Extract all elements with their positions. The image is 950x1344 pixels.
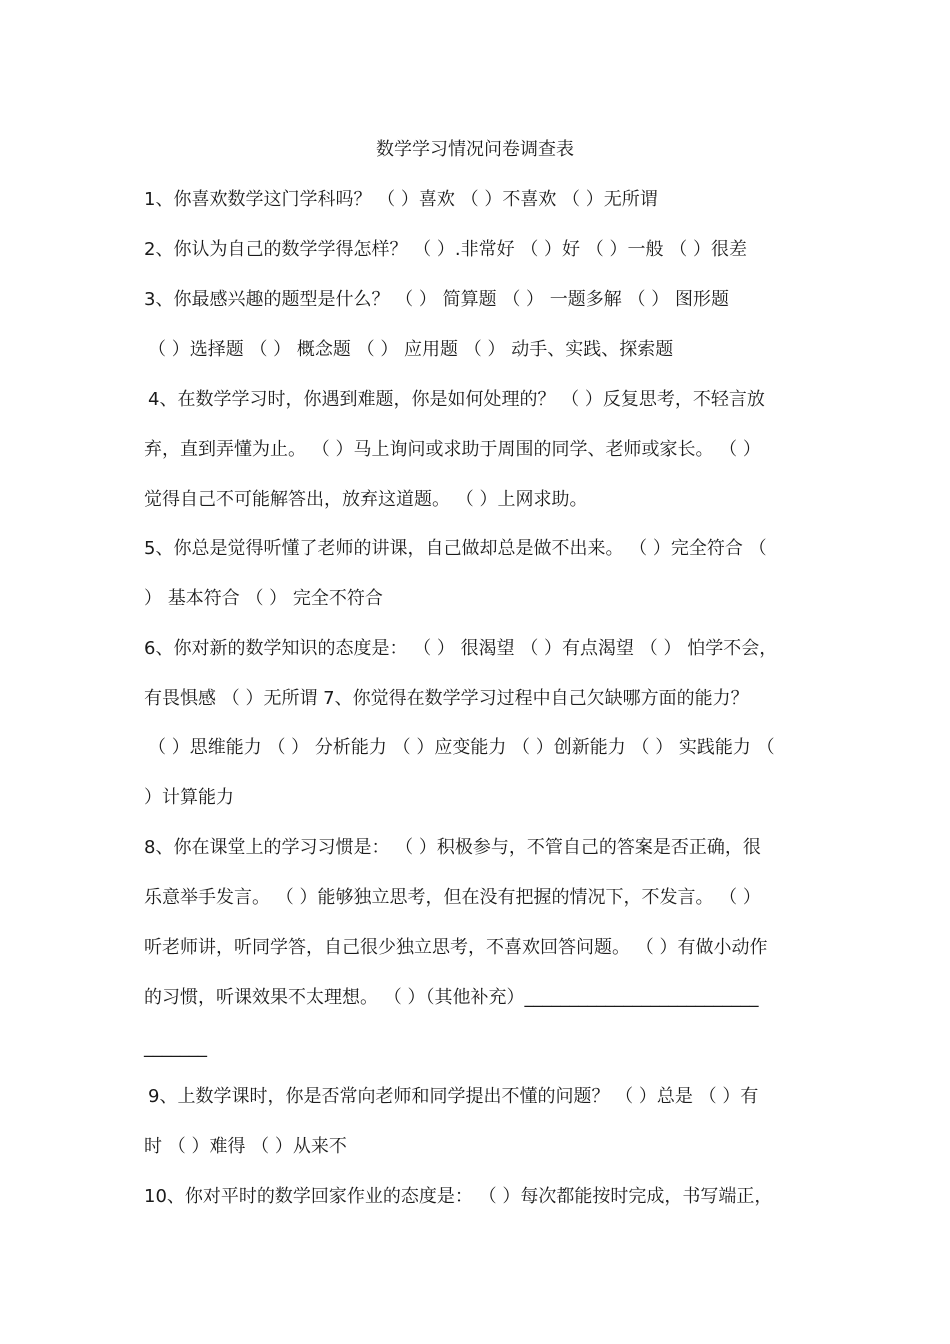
question-line: 4、在数学学习时，你遇到难题，你是如何处理的？ （ ）反复思考，不轻言放 bbox=[148, 389, 765, 410]
question-line: （ ）思维能力 （ ） 分析能力 （ ）应变能力 （ ）创新能力 （ ） 实践能力 （ bbox=[148, 737, 775, 758]
question-line: 6、你对新的数学知识的态度是： （ ） 很渴望 （ ）有点渴望 （ ） 怕学不会， bbox=[144, 638, 778, 659]
question-line: 时 （ ）难得 （ ）从来不 bbox=[144, 1136, 347, 1157]
question-line: 听老师讲，听同学答，自己很少独立思考，不喜欢回答问题。 （ ）有做小动作 bbox=[144, 937, 768, 958]
question-line: 2、你认为自己的数学学得怎样？ （ ）.非常好 （ ）好 （ ）一般 （ ）很差 bbox=[144, 239, 747, 260]
question-line: ）计算能力 bbox=[144, 787, 234, 808]
page-title: 数学学习情况问卷调查表 bbox=[376, 139, 574, 160]
question-line: 乐意举手发言。 （ ）能够独立思考，但在没有把握的情况下，不发言。 （ ） bbox=[144, 887, 761, 908]
question-line: 觉得自己不可能解答出，放弃这道题。 （ ）上网求助。 bbox=[144, 489, 588, 510]
question-line: 3、你最感兴趣的题型是什么？ （ ） 简算题 （ ） 一题多解 （ ） 图形题 bbox=[144, 289, 729, 310]
question-line: 5、你总是觉得听懂了老师的讲课，自己做却总是做不出来。 （ ）完全符合 （ bbox=[144, 538, 767, 559]
question-line: 有畏惧感 （ ）无所谓 7、你觉得在数学学习过程中自己欠缺哪方面的能力？ bbox=[144, 688, 749, 709]
question-line: ） 基本符合 （ ） 完全不符合 bbox=[144, 588, 383, 609]
blank-line: _______ bbox=[144, 1037, 207, 1058]
question-line: 1、你喜欢数学这门学科吗？ （ ）喜欢 （ ）不喜欢 （ ）无所谓 bbox=[144, 189, 658, 210]
question-line: （ ）选择题 （ ） 概念题 （ ） 应用题 （ ） 动手、实践、探索题 bbox=[148, 339, 674, 360]
question-line: 的习惯，听课效果不太理想。 （ ）（其他补充）__________________________ bbox=[144, 987, 759, 1008]
question-line: 9、上数学课时，你是否常向老师和同学提出不懂的问题？ （ ）总是 （ ）有 bbox=[148, 1086, 759, 1107]
question-line: 10、你对平时的数学回家作业的态度是： （ ）每次都能按时完成，书写端正， bbox=[144, 1186, 773, 1207]
question-line: 8、你在课堂上的学习习惯是： （ ）积极参与，不管自己的答案是否正确，很 bbox=[144, 837, 761, 858]
question-line: 弃，直到弄懂为止。 （ ）马上询问或求助于周围的同学、老师或家长。 （ ） bbox=[144, 439, 761, 460]
